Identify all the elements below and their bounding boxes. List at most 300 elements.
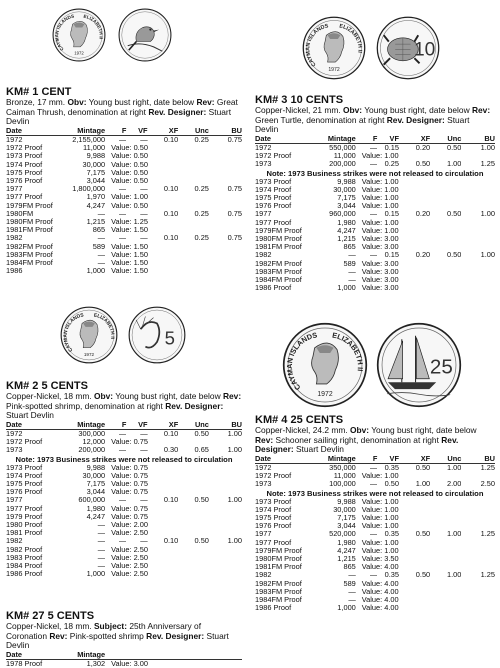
table-cell: Value: 1.25 xyxy=(111,218,148,227)
column-header: F xyxy=(105,421,126,430)
table-cell: Value: 0.75 xyxy=(111,504,148,513)
table-cell: 1.00 xyxy=(480,251,495,260)
table-cell: 1972 xyxy=(6,135,23,144)
table-cell: Value: 0.50 xyxy=(111,201,148,210)
table-cell: 1979 Proof xyxy=(6,512,43,521)
table-cell: 7,175 xyxy=(86,480,106,488)
table-cell: 0.10 xyxy=(163,429,179,438)
table-cell: Value: 1.00 xyxy=(111,193,148,202)
table-row xyxy=(6,537,242,545)
table-cell: 11,000 xyxy=(333,472,356,481)
table-cell: Value: 1.00 xyxy=(361,218,399,227)
table-cell: 0.75 xyxy=(227,135,242,144)
table-cell: 7,175 xyxy=(86,168,106,177)
table-cell: 12,000 xyxy=(82,438,106,447)
table-cell: Value: 0.50 xyxy=(111,152,148,161)
table-row xyxy=(6,243,242,251)
km3-obverse-image xyxy=(302,16,366,80)
coin-date-text: 1972 xyxy=(317,390,333,398)
table-cell: — xyxy=(140,234,148,243)
column-header: Mintage xyxy=(67,421,105,430)
coin-country-text: CAYMAN ISLANDS xyxy=(54,13,75,52)
table-cell: Value: 1.00 xyxy=(361,226,399,235)
coin-country-text: CAYMAN ISLANDS xyxy=(63,313,85,353)
table-cell: 3,044 xyxy=(86,177,106,185)
table-cell: 1986 Proof xyxy=(6,570,43,579)
column-header: VF xyxy=(377,135,399,144)
table-row xyxy=(255,243,495,251)
table-row xyxy=(255,514,495,522)
km4-table-b xyxy=(255,498,495,613)
table-cell: 1977 Proof xyxy=(6,193,43,202)
table-cell: 1982FM Proof xyxy=(255,259,302,268)
table-cell: 1973 Proof xyxy=(6,463,43,472)
table-row xyxy=(6,193,242,201)
table-row xyxy=(255,588,495,596)
table-cell: Value: 1.00 xyxy=(361,185,399,194)
table-cell: — xyxy=(97,545,106,554)
table-cell: — xyxy=(140,537,148,546)
table-cell: 1986 Proof xyxy=(255,604,292,613)
coin-date-text: 1972 xyxy=(74,50,84,56)
table-cell: 4,247 xyxy=(337,546,356,555)
table-cell: 4,247 xyxy=(86,201,106,210)
coin-ruler-text: ELIZABETH II xyxy=(331,330,365,372)
table-cell: 2.00 xyxy=(446,480,462,489)
table-cell: 0.30 xyxy=(163,446,179,455)
table-cell: 0.50 xyxy=(415,463,431,472)
table-cell: Value: 1.50 xyxy=(111,250,148,259)
km1-entry xyxy=(6,86,242,275)
table-cell: 100,000 xyxy=(329,480,356,489)
table-cell: Value: 4.00 xyxy=(361,587,399,596)
table-cell: 0.20 xyxy=(415,210,431,219)
table-row xyxy=(255,260,495,268)
table-cell: 1976 Proof xyxy=(6,177,43,185)
table-cell: 30,000 xyxy=(333,185,356,194)
table-cell: 0.25 xyxy=(194,135,209,144)
table-row xyxy=(6,472,242,480)
coin-country-text: CAYMAN ISLANDS xyxy=(305,23,329,68)
table-cell: 0.25 xyxy=(194,185,209,194)
table-row xyxy=(255,160,495,168)
table-row xyxy=(6,161,242,169)
table-cell: 2,155,000 xyxy=(72,135,106,144)
table-cell: 1975 Proof xyxy=(6,168,43,177)
km4-description: Copper-Nickel, 24.2 mm. Obv: Young bust right, date below Rev: Schooner sailing right, denomination at right Rev. Designer: Stuart Devlin xyxy=(255,425,477,455)
table-cell: 0.65 xyxy=(194,446,209,455)
table-row xyxy=(6,505,242,513)
table-cell: 0.50 xyxy=(415,530,431,539)
table-cell: — xyxy=(118,537,127,546)
table-cell: — xyxy=(348,276,356,285)
table-cell: 1974 Proof xyxy=(255,505,292,514)
table-cell: — xyxy=(370,571,378,580)
table-cell: 2.50 xyxy=(480,480,495,489)
table-row xyxy=(255,480,495,488)
table-cell: Value: 0.75 xyxy=(111,512,148,521)
table-cell: Value: 1.00 xyxy=(361,497,399,506)
table-cell: 11,000 xyxy=(333,152,356,161)
table-cell: Value: 2.00 xyxy=(111,521,148,530)
table-cell: — xyxy=(370,160,378,169)
table-cell: 1977 Proof xyxy=(255,218,292,227)
table-cell: 1982FM Proof xyxy=(255,579,302,588)
table-row xyxy=(255,268,495,276)
table-row xyxy=(6,152,242,160)
km1-table xyxy=(6,127,242,276)
table-cell: 1980 Proof xyxy=(6,521,43,530)
table-cell: 550,000 xyxy=(329,143,356,152)
table-cell: — xyxy=(118,209,127,218)
coin-country-text: CAYMAN ISLANDS xyxy=(284,330,318,393)
table-cell: Value: 1.00 xyxy=(361,177,399,186)
table-cell: Value: 4.00 xyxy=(361,604,399,613)
table-cell: Value: 1.00 xyxy=(361,514,399,522)
table-cell: 0.50 xyxy=(384,480,399,489)
table-row xyxy=(255,235,495,243)
table-cell: 1,800,000 xyxy=(72,185,106,194)
table-cell: 1984FM Proof xyxy=(255,596,302,605)
table-row xyxy=(255,571,495,579)
table-cell: 0.25 xyxy=(194,209,209,218)
table-cell: Value: 3.00 xyxy=(361,284,399,293)
km3-denomination: 10 xyxy=(413,39,436,61)
column-header: BU xyxy=(461,135,495,144)
table-cell: 1977 xyxy=(6,496,23,505)
column-header: BU xyxy=(209,421,242,430)
table-cell: 1,215 xyxy=(86,218,106,227)
table-cell: 1973 Proof xyxy=(6,152,43,161)
km27-title: KM# 27 5 CENTS xyxy=(6,610,95,622)
table-cell: Value: 0.75 xyxy=(111,488,148,497)
table-cell: Value: 0.75 xyxy=(111,471,148,480)
table-cell: Value: 3.00 xyxy=(361,259,399,268)
table-cell: 1979FM Proof xyxy=(255,546,302,555)
table-row xyxy=(6,177,242,185)
table-row xyxy=(255,472,495,480)
column-header: Unc xyxy=(430,135,461,144)
table-cell: Value: 0.75 xyxy=(111,438,148,447)
table-cell: 1983 Proof xyxy=(6,553,43,562)
km3-reverse-image xyxy=(376,16,440,80)
table-row xyxy=(255,463,495,472)
table-cell: 1.00 xyxy=(446,571,462,580)
table-cell: 1977 Proof xyxy=(6,504,43,513)
km1-title: KM# 1 CENT xyxy=(6,86,72,98)
km2-description: Copper-Nickel, 18 mm. Obv: Young bust right, date below Rev: Pink-spotted shrimp, denomination at right Rev. Designer: Stuart Devlin xyxy=(6,391,242,421)
table-cell: 0.10 xyxy=(163,209,179,218)
table-row xyxy=(6,169,242,177)
table-row xyxy=(255,186,495,194)
table-cell: 0.20 xyxy=(415,143,431,152)
table-cell: 0.20 xyxy=(415,251,431,260)
table-cell: 600,000 xyxy=(78,496,106,505)
column-header: Date xyxy=(255,455,317,464)
table-cell: 350,000 xyxy=(329,463,356,472)
table-cell: Value: 0.50 xyxy=(111,177,148,185)
table-cell: 30,000 xyxy=(82,160,106,169)
table-cell: 1973 xyxy=(6,446,23,455)
table-cell: 1975 Proof xyxy=(6,480,43,488)
table-cell: 1.00 xyxy=(446,463,462,472)
table-cell: 0.50 xyxy=(446,143,462,152)
table-cell: 0.25 xyxy=(194,234,209,243)
table-cell: 1,000 xyxy=(337,284,356,293)
table-row xyxy=(255,522,495,530)
table-cell: 1.00 xyxy=(446,160,462,169)
table-row xyxy=(6,202,242,210)
table-cell: 865 xyxy=(343,563,356,572)
table-cell: 1973 Proof xyxy=(255,497,292,506)
table-cell: — xyxy=(97,521,106,530)
table-cell: 30,000 xyxy=(333,505,356,514)
table-cell: — xyxy=(97,553,106,562)
km2-title: KM# 2 5 CENTS xyxy=(6,380,88,392)
table-cell: 865 xyxy=(343,243,356,252)
table-row xyxy=(255,555,495,563)
table-cell: 0.35 xyxy=(384,530,399,539)
column-header: BU xyxy=(209,127,242,136)
table-cell: 30,000 xyxy=(82,471,106,480)
table-cell: — xyxy=(348,571,356,580)
table-cell: 0.50 xyxy=(446,210,462,219)
table-cell: 1.25 xyxy=(480,463,495,472)
table-row xyxy=(6,267,242,275)
table-cell: Value: 3.00 xyxy=(111,659,148,668)
table-cell: 1,000 xyxy=(86,570,106,579)
table-row xyxy=(255,219,495,227)
table-cell: 4,247 xyxy=(86,512,106,521)
km3-note: Note: 1973 Business strikes were not released to circulation xyxy=(266,168,484,178)
km2-table-a xyxy=(6,421,242,455)
table-row xyxy=(255,530,495,538)
table-cell: 1972 Proof xyxy=(255,152,292,161)
table-cell: — xyxy=(140,429,148,438)
table-cell: 0.35 xyxy=(384,463,399,472)
table-cell: 1982FM Proof xyxy=(6,242,53,251)
km4-note: Note: 1973 Business strikes were not released to circulation xyxy=(266,488,484,498)
table-cell: 0.10 xyxy=(163,234,179,243)
table-cell: — xyxy=(140,135,148,144)
table-cell: 0.75 xyxy=(227,185,242,194)
table-cell: — xyxy=(348,267,356,276)
coin-date-text: 1972 xyxy=(83,351,95,357)
table-cell: — xyxy=(348,251,356,260)
table-cell: 1977 Proof xyxy=(255,538,292,547)
table-cell: 1984 Proof xyxy=(6,562,43,571)
column-header: F xyxy=(356,455,378,464)
table-cell: Value: 1.00 xyxy=(361,202,399,211)
table-cell: Value: 3.00 xyxy=(361,235,399,244)
table-row xyxy=(255,284,495,292)
table-cell: 1.00 xyxy=(227,429,242,438)
table-cell: — xyxy=(118,135,127,144)
column-header: Unc xyxy=(430,455,461,464)
column-header: Unc xyxy=(178,421,209,430)
table-row xyxy=(6,659,242,668)
table-cell: 589 xyxy=(343,579,356,588)
table-cell: 0.25 xyxy=(384,160,399,169)
column-header: XF xyxy=(399,135,430,144)
table-cell: 1,970 xyxy=(86,193,106,202)
km1-obverse-image xyxy=(52,8,106,62)
table-row xyxy=(6,488,242,496)
table-row xyxy=(6,446,242,454)
table-row xyxy=(6,251,242,259)
table-row xyxy=(6,554,242,562)
table-row xyxy=(255,563,495,571)
table-cell: 1975 Proof xyxy=(255,514,292,522)
table-row xyxy=(255,604,495,612)
table-cell: — xyxy=(97,250,106,259)
table-cell: 1982 xyxy=(6,537,23,546)
table-row xyxy=(6,570,242,578)
coin-ruler-text: ELIZABETH II xyxy=(338,23,363,54)
km3-entry xyxy=(255,94,495,292)
km27-entry xyxy=(6,610,242,668)
table-cell: Value: 1.50 xyxy=(111,267,148,276)
table-cell: — xyxy=(370,463,378,472)
table-cell: — xyxy=(118,446,127,455)
table-cell: — xyxy=(97,529,106,538)
table-cell: 1972 Proof xyxy=(6,144,43,153)
km4-table-a xyxy=(255,455,495,489)
table-cell: 3,044 xyxy=(337,202,356,211)
table-cell: 0.10 xyxy=(163,135,179,144)
table-cell: — xyxy=(348,587,356,596)
table-cell: Value: 0.75 xyxy=(111,480,148,488)
table-cell: 1.00 xyxy=(480,210,495,219)
km2-note: Note: 1973 Business strikes were not released to circulation xyxy=(15,454,233,464)
table-cell: Value: 1.50 xyxy=(111,242,148,251)
table-cell: 1982 xyxy=(255,571,272,580)
table-cell: — xyxy=(97,562,106,571)
table-cell: Value: 2.50 xyxy=(111,570,148,579)
table-cell: 0.50 xyxy=(194,429,209,438)
table-cell: — xyxy=(97,209,106,218)
table-cell: 1976 Proof xyxy=(6,488,43,497)
table-row xyxy=(255,227,495,235)
table-cell: — xyxy=(370,530,378,539)
table-header-row xyxy=(255,135,495,144)
table-cell: 1.00 xyxy=(480,143,495,152)
table-cell: 1,215 xyxy=(337,235,356,244)
table-cell: — xyxy=(118,234,127,243)
table-cell: 1976 Proof xyxy=(255,522,292,531)
table-cell: — xyxy=(370,251,378,260)
table-cell: — xyxy=(348,596,356,605)
table-row xyxy=(6,135,242,144)
table-header-row xyxy=(6,127,242,136)
table-cell: 1983FM Proof xyxy=(6,250,53,259)
table-cell: 0.10 xyxy=(163,185,179,194)
km4-entry xyxy=(255,414,495,612)
table-cell: 1.25 xyxy=(480,160,495,169)
table-cell: 0.15 xyxy=(384,143,399,152)
table-cell: 1972 Proof xyxy=(255,472,292,481)
table-cell: 1974 Proof xyxy=(6,471,43,480)
table-cell: 0.50 xyxy=(194,496,209,505)
table-cell: 1976 Proof xyxy=(255,202,292,211)
km3-description: Copper-Nickel, 21 mm. Obv: Young bust right, date below Rev: Green Turtle, denomination at right Rev. Designer: Stuart Devlin xyxy=(255,105,491,135)
table-cell: 1973 xyxy=(255,480,272,489)
table-cell: — xyxy=(370,210,378,219)
table-cell: 1972 xyxy=(6,429,23,438)
table-cell: — xyxy=(140,496,148,505)
coin-ruler-text: ELIZABETH II xyxy=(83,13,104,40)
table-row xyxy=(6,210,242,218)
table-cell: Value: 1.00 xyxy=(361,194,399,202)
km27-table xyxy=(6,651,242,668)
table-row xyxy=(6,480,242,488)
table-cell: 0.10 xyxy=(163,496,179,505)
table-cell: Value: 2.50 xyxy=(111,529,148,538)
column-header: F xyxy=(356,135,378,144)
table-cell: 1980FM xyxy=(6,209,34,218)
table-row xyxy=(255,178,495,186)
km2-obverse-image xyxy=(60,306,118,364)
column-header: Mintage xyxy=(67,127,105,136)
table-row xyxy=(6,513,242,521)
table-row xyxy=(255,194,495,202)
table-cell: 0.35 xyxy=(384,571,399,580)
km3-table-a xyxy=(255,135,495,169)
table-row xyxy=(6,185,242,193)
table-row xyxy=(6,438,242,446)
table-cell: 7,175 xyxy=(337,194,356,202)
column-header: VF xyxy=(126,421,147,430)
table-row xyxy=(255,498,495,506)
column-header: Date xyxy=(6,127,67,136)
table-cell: 300,000 xyxy=(78,429,106,438)
table-cell: Value: 0.50 xyxy=(111,168,148,177)
table-cell: 0.50 xyxy=(194,537,209,546)
table-cell: 1975 Proof xyxy=(255,194,292,202)
table-row xyxy=(255,596,495,604)
table-row xyxy=(6,546,242,554)
table-cell: — xyxy=(118,429,127,438)
table-cell: 1974 Proof xyxy=(255,185,292,194)
column-header: F xyxy=(105,127,126,136)
table-cell: Value: 3.00 xyxy=(361,276,399,285)
table-cell: 1.00 xyxy=(227,446,242,455)
table-cell: Value: 1.50 xyxy=(111,226,148,235)
table-row xyxy=(6,234,242,242)
table-cell: 1986 Proof xyxy=(255,284,292,293)
table-row xyxy=(255,506,495,514)
table-cell: Value: 2.50 xyxy=(111,553,148,562)
km3-title: KM# 3 10 CENTS xyxy=(255,94,344,106)
table-cell: 3,044 xyxy=(86,488,106,497)
table-cell: Value: 3.00 xyxy=(361,243,399,252)
table-cell: 589 xyxy=(343,259,356,268)
table-cell: 1,215 xyxy=(337,555,356,564)
table-cell: — xyxy=(140,446,148,455)
table-cell: 1981FM Proof xyxy=(255,563,302,572)
table-cell: — xyxy=(140,185,148,194)
column-header: VF xyxy=(377,455,399,464)
km2-reverse-image xyxy=(128,306,186,364)
table-cell: 1977 xyxy=(255,210,272,219)
table-cell: Value: 0.50 xyxy=(111,144,148,153)
table-cell: 0.15 xyxy=(384,251,399,260)
table-row xyxy=(255,210,495,218)
table-cell: 200,000 xyxy=(329,160,356,169)
table-cell: Value: 2.50 xyxy=(111,562,148,571)
table-cell: 1,980 xyxy=(337,218,356,227)
table-row xyxy=(255,251,495,259)
